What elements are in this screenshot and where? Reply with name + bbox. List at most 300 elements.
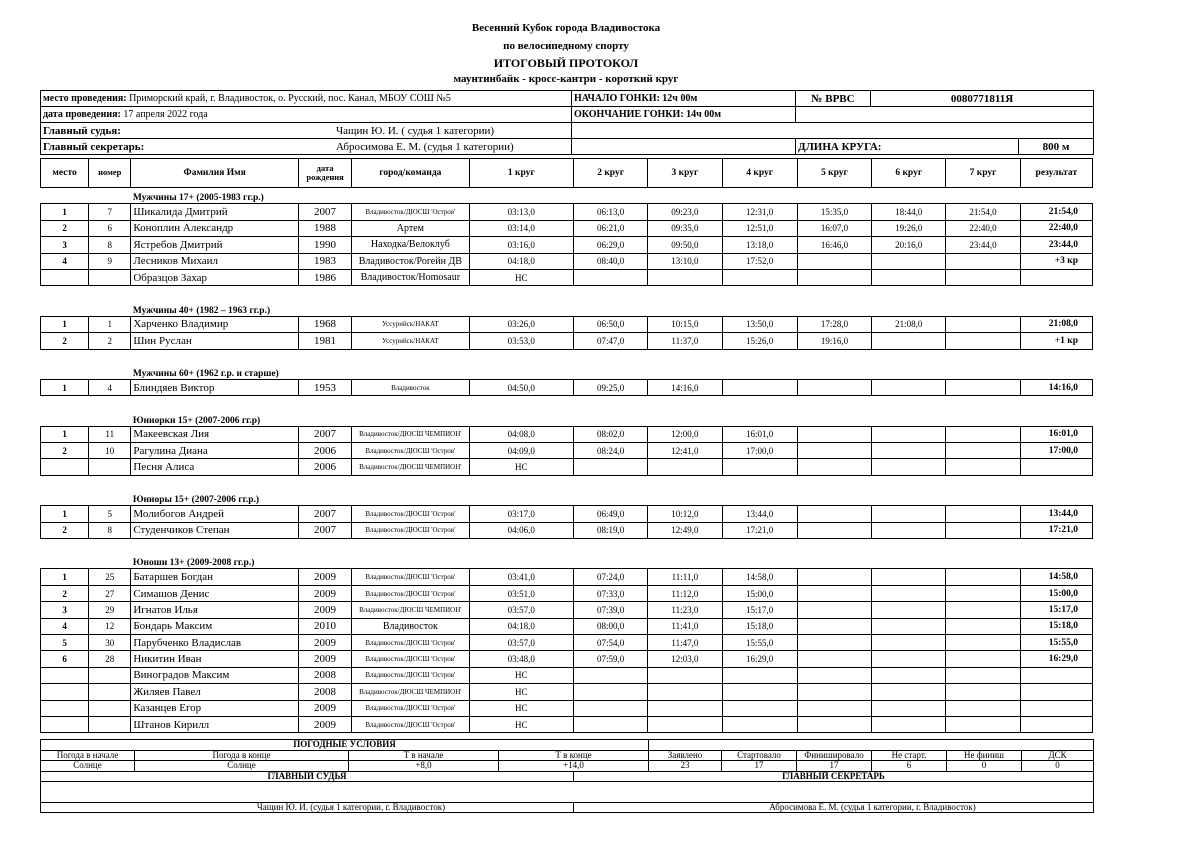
place-cell: 6 bbox=[41, 651, 89, 667]
number-cell: 27 bbox=[89, 585, 131, 601]
lap-cell bbox=[648, 700, 722, 716]
spacer-row bbox=[41, 349, 1093, 364]
lap-cell: 12:41,0 bbox=[648, 443, 722, 459]
number-cell bbox=[89, 700, 131, 716]
table-row bbox=[41, 522, 1093, 538]
birth-year-cell: 2009 bbox=[298, 716, 351, 732]
signature-area bbox=[41, 782, 1094, 803]
lap-cell: 14:16,0 bbox=[648, 379, 722, 395]
lap-cell: 09:23,0 bbox=[648, 204, 722, 220]
lap-cell: 16:46,0 bbox=[797, 237, 871, 253]
lap-cell: 03:14,0 bbox=[469, 220, 573, 236]
result-cell: 15:55,0 bbox=[1020, 634, 1092, 650]
city-cell: Владивосток/ДЮСШ ЧЕМПИОН' bbox=[352, 426, 469, 442]
lap-cell bbox=[872, 602, 946, 618]
declared-count: 23 bbox=[649, 761, 722, 772]
lap-cell bbox=[872, 443, 946, 459]
lap-cell bbox=[573, 269, 647, 285]
lap-cell: 13:10,0 bbox=[648, 253, 722, 269]
city-cell: Владивосток/ДЮСШ 'Остров' bbox=[352, 204, 469, 220]
lap-cell: 04:18,0 bbox=[469, 253, 573, 269]
birth-year-cell: 2009 bbox=[298, 585, 351, 601]
group-header-row bbox=[41, 188, 1093, 204]
table-row bbox=[41, 667, 1093, 683]
result-cell: 15:17,0 bbox=[1020, 602, 1092, 618]
name-cell: Ястребов Дмитрий bbox=[131, 237, 299, 253]
number-cell bbox=[89, 667, 131, 683]
judge-signature: Чащин Ю. И. (судья 1 категории, г. Владивосток) bbox=[41, 803, 574, 813]
spacer-row bbox=[41, 539, 1093, 554]
city-cell: Владивосток/ДЮСШ 'Остров' bbox=[352, 716, 469, 732]
table-row bbox=[41, 585, 1093, 601]
place-cell: 2 bbox=[41, 220, 89, 236]
number-cell: 11 bbox=[89, 426, 131, 442]
place-cell bbox=[41, 700, 89, 716]
number-cell: 29 bbox=[89, 602, 131, 618]
weather-title: ПОГОДНЫЕ УСЛОВИЯ bbox=[41, 740, 649, 751]
place-cell bbox=[41, 684, 89, 700]
lap-cell bbox=[573, 684, 647, 700]
place-label: место проведения: bbox=[43, 93, 127, 104]
lap-cell: 06:50,0 bbox=[573, 316, 647, 332]
number-cell bbox=[89, 716, 131, 732]
lap-cell: 11:11,0 bbox=[648, 569, 722, 585]
finished-count: 17 bbox=[797, 761, 872, 772]
result-cell: 22:40,0 bbox=[1020, 220, 1092, 236]
lap-cell bbox=[946, 700, 1020, 716]
lap-cell: 03:57,0 bbox=[469, 602, 573, 618]
lap-cell: 20:16,0 bbox=[872, 237, 946, 253]
lap-cell: 08:02,0 bbox=[573, 426, 647, 442]
lap-cell: 12:03,0 bbox=[648, 651, 722, 667]
lap-cell bbox=[797, 700, 871, 716]
weather-end: Солнце bbox=[135, 761, 349, 772]
name-cell: Виноградов Максим bbox=[131, 667, 299, 683]
lap-cell bbox=[872, 700, 946, 716]
table-row bbox=[41, 204, 1093, 220]
number-cell bbox=[89, 684, 131, 700]
result-cell: 14:16,0 bbox=[1020, 379, 1092, 395]
lap-cell: 12:49,0 bbox=[648, 522, 722, 538]
lap-cell bbox=[946, 716, 1020, 732]
group-title: Юниоры 15+ (2007-2006 гг.р.) bbox=[131, 490, 1093, 506]
city-cell: Владивосток/ДЮСШ 'Остров' bbox=[352, 506, 469, 522]
birth-year-cell: 2008 bbox=[298, 667, 351, 683]
lap-cell: 18:44,0 bbox=[872, 204, 946, 220]
dnf-label: Не финиш bbox=[947, 750, 1022, 761]
result-cell: 21:08,0 bbox=[1020, 316, 1092, 332]
place-cell: 4 bbox=[41, 618, 89, 634]
name-cell: Песня Алиса bbox=[131, 459, 299, 475]
lap-cell: 03:51,0 bbox=[469, 585, 573, 601]
race-start: НАЧАЛО ГОНКИ: 12ч 00м bbox=[572, 91, 796, 107]
dsq-label: ДСК bbox=[1022, 750, 1094, 761]
birth-year-cell: 1983 bbox=[298, 253, 351, 269]
lap-cell bbox=[872, 269, 946, 285]
weather-start: Солнце bbox=[41, 761, 135, 772]
lap-cell: 21:54,0 bbox=[946, 204, 1020, 220]
lap-cell bbox=[797, 585, 871, 601]
table-row bbox=[41, 459, 1093, 475]
empty-cell bbox=[41, 300, 131, 316]
lap-cell bbox=[573, 459, 647, 475]
secretary-cell bbox=[41, 139, 572, 155]
weather-end-label: Погода в конце bbox=[135, 750, 349, 761]
table-row bbox=[41, 569, 1093, 585]
number-cell bbox=[89, 269, 131, 285]
lap-cell bbox=[648, 459, 722, 475]
number-cell: 8 bbox=[89, 237, 131, 253]
place-cell: 1 bbox=[41, 316, 89, 332]
col-lap2: 2 круг bbox=[573, 159, 647, 188]
place-cell: 2 bbox=[41, 522, 89, 538]
place-cell: 3 bbox=[41, 602, 89, 618]
lap-cell bbox=[946, 316, 1020, 332]
name-cell: Батаршев Богдан bbox=[131, 569, 299, 585]
judge-value: Чащин Ю. И. ( судья 1 категории) bbox=[336, 124, 495, 137]
number-cell: 30 bbox=[89, 634, 131, 650]
birth-year-cell: 1990 bbox=[298, 237, 351, 253]
table-row bbox=[41, 634, 1093, 650]
lap-cell: 11:37,0 bbox=[648, 333, 722, 349]
number-cell: 9 bbox=[89, 253, 131, 269]
protocol-title: ИТОГОВЫЙ ПРОТОКОЛ bbox=[493, 56, 639, 70]
place-cell: 1 bbox=[41, 379, 89, 395]
birth-year-cell: 2009 bbox=[298, 651, 351, 667]
lap-cell: 06:13,0 bbox=[573, 204, 647, 220]
lap-cell: 06:49,0 bbox=[573, 506, 647, 522]
temp-start-label: Т в начале bbox=[349, 750, 499, 761]
table-row bbox=[41, 716, 1093, 732]
result-cell bbox=[1020, 684, 1092, 700]
lap-cell: 07:59,0 bbox=[573, 651, 647, 667]
table-row bbox=[41, 426, 1093, 442]
name-cell: Бондарь Максим bbox=[131, 618, 299, 634]
lap-cell: 19:16,0 bbox=[797, 333, 871, 349]
birth-year-cell: 2006 bbox=[298, 459, 351, 475]
empty-cell bbox=[41, 490, 131, 506]
lap-cell bbox=[872, 585, 946, 601]
name-cell: Штанов Кирилл bbox=[131, 716, 299, 732]
race-finish: ОКОНЧАНИЕ ГОНКИ: 14ч 00м bbox=[572, 107, 796, 123]
group-header-row bbox=[41, 410, 1093, 426]
city-cell: Владивосток/ДЮСШ ЧЕМПИОН' bbox=[352, 459, 469, 475]
lap-cell: 16:01,0 bbox=[722, 426, 797, 442]
lap-cell bbox=[797, 651, 871, 667]
number-cell: 8 bbox=[89, 522, 131, 538]
col-birth: дата рождения bbox=[298, 159, 351, 188]
number-cell: 2 bbox=[89, 333, 131, 349]
lap-cell bbox=[797, 522, 871, 538]
birth-year-cell: 2009 bbox=[298, 569, 351, 585]
lap-cell: 03:53,0 bbox=[469, 333, 573, 349]
empty-cell bbox=[572, 123, 1094, 139]
place-cell bbox=[41, 269, 89, 285]
lap-cell bbox=[872, 716, 946, 732]
lap-cell bbox=[946, 569, 1020, 585]
lap-cell: 04:18,0 bbox=[469, 618, 573, 634]
city-cell: Владивосток/ДЮСШ ЧЕМПИОН' bbox=[352, 684, 469, 700]
table-row bbox=[41, 443, 1093, 459]
name-cell: Лесников Михаил bbox=[131, 253, 299, 269]
result-cell: 13:44,0 bbox=[1020, 506, 1092, 522]
lap-cell bbox=[722, 667, 797, 683]
lap-cell bbox=[797, 602, 871, 618]
lap-cell bbox=[946, 634, 1020, 650]
name-cell: Никитин Иван bbox=[131, 651, 299, 667]
lap-cell: 08:00,0 bbox=[573, 618, 647, 634]
place-cell: 1 bbox=[41, 426, 89, 442]
lap-cell: НС bbox=[469, 269, 573, 285]
lap-cell bbox=[797, 667, 871, 683]
lap-cell: 15:17,0 bbox=[722, 602, 797, 618]
lap-cell: НС bbox=[469, 700, 573, 716]
lap-cell: 07:39,0 bbox=[573, 602, 647, 618]
lap-cell: 19:26,0 bbox=[872, 220, 946, 236]
number-cell bbox=[89, 459, 131, 475]
table-row bbox=[41, 269, 1093, 285]
lap-cell: 12:51,0 bbox=[722, 220, 797, 236]
result-cell: 16:01,0 bbox=[1020, 426, 1092, 442]
birth-year-cell: 2007 bbox=[298, 522, 351, 538]
lap-cell: 03:26,0 bbox=[469, 316, 573, 332]
lap-cell bbox=[872, 667, 946, 683]
name-cell: Симашов Денис bbox=[131, 585, 299, 601]
name-cell: Рагулина Диана bbox=[131, 443, 299, 459]
lap-cell bbox=[946, 522, 1020, 538]
birth-year-cell: 1968 bbox=[298, 316, 351, 332]
lap-cell: 13:44,0 bbox=[722, 506, 797, 522]
lap-cell: 08:24,0 bbox=[573, 443, 647, 459]
dsq-count: 0 bbox=[1022, 761, 1094, 772]
temp-end-label: Т в конце bbox=[499, 750, 649, 761]
empty-cell bbox=[41, 539, 1093, 554]
lap-cell bbox=[946, 667, 1020, 683]
date-value: 17 апреля 2022 года bbox=[123, 109, 208, 120]
name-cell: Образцов Захар bbox=[131, 269, 299, 285]
name-cell: Жиляев Павел bbox=[131, 684, 299, 700]
lap-cell bbox=[872, 522, 946, 538]
lap-cell: 03:41,0 bbox=[469, 569, 573, 585]
lap-cell bbox=[722, 269, 797, 285]
group-header-row bbox=[41, 553, 1093, 569]
table-row bbox=[41, 506, 1093, 522]
lap-cell: 21:08,0 bbox=[872, 316, 946, 332]
lap-cell bbox=[573, 667, 647, 683]
lap-cell bbox=[946, 379, 1020, 395]
result-cell: +1 кр bbox=[1020, 333, 1092, 349]
name-cell: Коноплин Александр bbox=[131, 220, 299, 236]
number-cell: 25 bbox=[89, 569, 131, 585]
race-info-table bbox=[40, 90, 1094, 155]
lap-cell bbox=[648, 716, 722, 732]
lap-cell bbox=[946, 333, 1020, 349]
empty-cell bbox=[41, 286, 1093, 301]
lap-cell: НС bbox=[469, 716, 573, 732]
lap-cell bbox=[872, 253, 946, 269]
footer-table bbox=[40, 739, 1094, 813]
spacer-row bbox=[41, 286, 1093, 301]
lap-cell: 15:00,0 bbox=[722, 585, 797, 601]
lap-cell bbox=[872, 506, 946, 522]
name-cell: Игнатов Илья bbox=[131, 602, 299, 618]
lap-cell: 07:54,0 bbox=[573, 634, 647, 650]
name-cell: Казанцев Егор bbox=[131, 700, 299, 716]
lap-length-value: 800 м bbox=[1019, 139, 1094, 155]
started-count: 17 bbox=[722, 761, 797, 772]
lap-cell bbox=[872, 684, 946, 700]
lap-cell: 08:19,0 bbox=[573, 522, 647, 538]
table-row bbox=[41, 237, 1093, 253]
number-cell: 7 bbox=[89, 204, 131, 220]
empty-cell bbox=[41, 410, 131, 426]
table-row bbox=[41, 684, 1093, 700]
table-row bbox=[41, 618, 1093, 634]
lap-cell: 03:17,0 bbox=[469, 506, 573, 522]
discipline-title: маунтинбайк - кросс-кантри - короткий круг bbox=[453, 73, 679, 85]
lap-cell: 11:41,0 bbox=[648, 618, 722, 634]
lap-cell: 10:15,0 bbox=[648, 316, 722, 332]
city-cell: Владивосток/ДЮСШ 'Остров' bbox=[352, 443, 469, 459]
empty-cell bbox=[41, 349, 1093, 364]
col-place: место bbox=[41, 159, 89, 188]
group-title: Мужчины 60+ (1962 г.р. и старше) bbox=[131, 364, 1093, 380]
lap-cell bbox=[946, 651, 1020, 667]
lap-cell: 04:06,0 bbox=[469, 522, 573, 538]
lap-cell bbox=[797, 443, 871, 459]
city-cell: Владивосток/ДЮСШ 'Остров' bbox=[352, 667, 469, 683]
col-lap1: 1 круг bbox=[469, 159, 573, 188]
table-row bbox=[41, 379, 1093, 395]
dns-label: Не старт. bbox=[872, 750, 947, 761]
lap-cell bbox=[946, 602, 1020, 618]
lap-cell: 10:12,0 bbox=[648, 506, 722, 522]
lap-cell: 14:58,0 bbox=[722, 569, 797, 585]
name-cell: Молибогов Андрей bbox=[131, 506, 299, 522]
empty-cell bbox=[796, 107, 1094, 123]
place-cell: 3 bbox=[41, 237, 89, 253]
judge-cell bbox=[41, 123, 572, 139]
date-cell bbox=[41, 107, 572, 123]
finished-label: Финишировало bbox=[797, 750, 872, 761]
result-cell bbox=[1020, 667, 1092, 683]
group-title: Юниорки 15+ (2007-2006 гг.р) bbox=[131, 410, 1093, 426]
place-cell: 1 bbox=[41, 506, 89, 522]
lap-cell bbox=[946, 443, 1020, 459]
lap-cell: 22:40,0 bbox=[946, 220, 1020, 236]
column-header-row bbox=[41, 159, 1093, 188]
lap-cell bbox=[797, 618, 871, 634]
group-header-row bbox=[41, 364, 1093, 380]
lap-cell: 17:28,0 bbox=[797, 316, 871, 332]
number-cell: 12 bbox=[89, 618, 131, 634]
lap-cell bbox=[946, 459, 1020, 475]
lap-cell: 07:24,0 bbox=[573, 569, 647, 585]
table-row bbox=[41, 316, 1093, 332]
birth-year-cell: 2007 bbox=[298, 426, 351, 442]
spacer-row bbox=[41, 396, 1093, 411]
birth-year-cell: 2009 bbox=[298, 602, 351, 618]
birth-year-cell: 2007 bbox=[298, 506, 351, 522]
col-lap5: 5 круг bbox=[797, 159, 871, 188]
city-cell: Владивосток/ДЮСШ ЧЕМПИОН' bbox=[352, 602, 469, 618]
lap-cell bbox=[797, 253, 871, 269]
birth-year-cell: 2009 bbox=[298, 700, 351, 716]
name-cell: Шикалида Дмитрий bbox=[131, 204, 299, 220]
lap-cell bbox=[722, 379, 797, 395]
temp-start: +8,0 bbox=[349, 761, 499, 772]
lap-cell bbox=[573, 716, 647, 732]
number-cell: 1 bbox=[89, 316, 131, 332]
city-cell: Владивосток/ДЮСШ 'Остров' bbox=[352, 522, 469, 538]
weather-start-label: Погода в начале bbox=[41, 750, 135, 761]
place-cell: 2 bbox=[41, 443, 89, 459]
judge-title: ГЛАВНЫЙ СУДЬЯ bbox=[41, 771, 574, 782]
result-cell bbox=[1020, 716, 1092, 732]
empty-cell bbox=[649, 740, 1094, 751]
lap-cell bbox=[872, 634, 946, 650]
lap-cell: 09:25,0 bbox=[573, 379, 647, 395]
lap-cell bbox=[872, 651, 946, 667]
place-cell: 5 bbox=[41, 634, 89, 650]
lap-cell bbox=[797, 684, 871, 700]
birth-year-cell: 1953 bbox=[298, 379, 351, 395]
city-cell: Артем bbox=[352, 220, 469, 236]
name-cell: Студенчиков Степан bbox=[131, 522, 299, 538]
result-cell: 15:18,0 bbox=[1020, 618, 1092, 634]
result-cell bbox=[1020, 700, 1092, 716]
lap-cell bbox=[946, 618, 1020, 634]
lap-cell: 04:08,0 bbox=[469, 426, 573, 442]
lap-cell: 04:09,0 bbox=[469, 443, 573, 459]
lap-cell bbox=[797, 459, 871, 475]
declared-label: Заявлено bbox=[649, 750, 722, 761]
result-cell: 17:00,0 bbox=[1020, 443, 1092, 459]
place-cell: 2 bbox=[41, 333, 89, 349]
empty-cell bbox=[41, 188, 131, 204]
event-subtitle: по велосипедному спорту bbox=[503, 40, 629, 52]
city-cell: Уссурийск/НАКАТ bbox=[352, 316, 469, 332]
lap-cell bbox=[872, 569, 946, 585]
lap-cell: НС bbox=[469, 667, 573, 683]
lap-cell bbox=[946, 426, 1020, 442]
lap-cell: 15:18,0 bbox=[722, 618, 797, 634]
results-table bbox=[40, 158, 1093, 733]
result-cell bbox=[1020, 459, 1092, 475]
col-city: город/команда bbox=[352, 159, 469, 188]
result-cell: 23:44,0 bbox=[1020, 237, 1092, 253]
place-cell bbox=[41, 716, 89, 732]
vrvs-value: 0080771811Я bbox=[871, 91, 1094, 107]
lap-cell bbox=[722, 684, 797, 700]
number-cell: 5 bbox=[89, 506, 131, 522]
city-cell: Владивосток bbox=[352, 379, 469, 395]
table-row bbox=[41, 700, 1093, 716]
lap-cell: 07:47,0 bbox=[573, 333, 647, 349]
lap-cell bbox=[797, 379, 871, 395]
lap-cell: 16:29,0 bbox=[722, 651, 797, 667]
lap-cell bbox=[946, 506, 1020, 522]
birth-year-cell: 1986 bbox=[298, 269, 351, 285]
lap-cell: 03:13,0 bbox=[469, 204, 573, 220]
group-title: Мужчины 17+ (2005-1983 гг.р.) bbox=[131, 188, 1093, 204]
lap-cell: 23:44,0 bbox=[946, 237, 1020, 253]
lap-cell bbox=[797, 426, 871, 442]
number-cell: 6 bbox=[89, 220, 131, 236]
empty-cell bbox=[41, 475, 1093, 490]
lap-cell: 11:47,0 bbox=[648, 634, 722, 650]
empty-cell bbox=[41, 364, 131, 380]
